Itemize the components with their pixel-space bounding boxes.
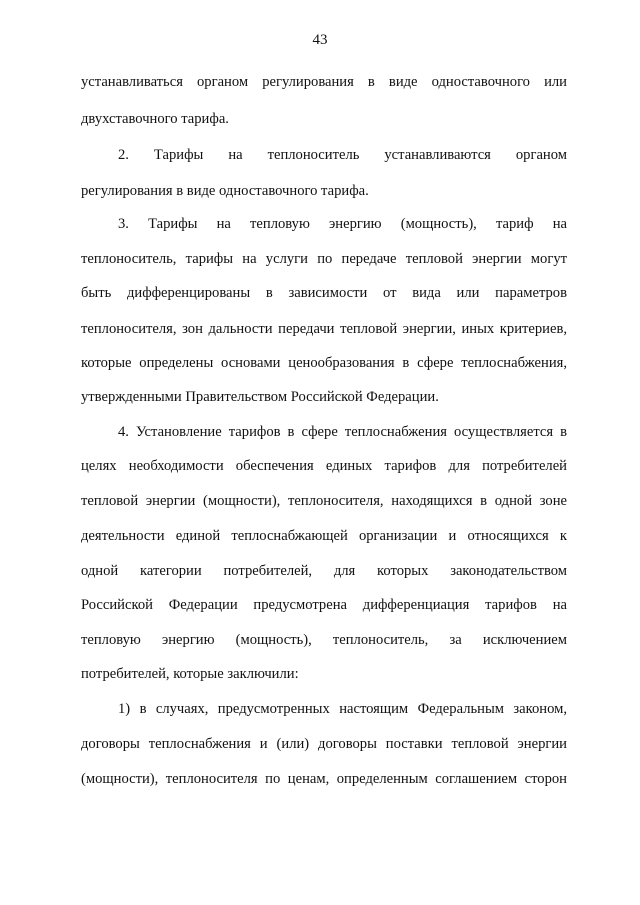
text-line: 2. Тарифы на теплоноситель устанавливаются органом [118,147,567,163]
text-line: деятельности единой теплоснабжающей организации и относящихся к [81,528,567,544]
text-line: двухставочного тарифа. [81,111,229,127]
text-line: одной категории потребителей, для которых законодательством [81,563,567,579]
text-line: 3. Тарифы на тепловую энергию (мощность), тариф на [118,216,567,232]
text-line: теплоносителя, зон дальности передачи тепловой энергии, иных критериев, [81,321,567,337]
page-number: 43 [312,32,328,48]
text-line: устанавливаться органом регулирования в виде одноставочного или [81,74,567,90]
text-line: которые определены основами ценообразования в сфере теплоснабжения, [81,355,567,371]
text-line: (мощности), теплоносителя по ценам, определенным соглашением сторон [81,771,567,787]
text-line: регулирования в виде одноставочного тарифа. [81,183,369,199]
text-line: Российской Федерации предусмотрена дифференциация тарифов на [81,597,567,613]
text-line: 4. Установление тарифов в сфере теплоснабжения осуществляется в [118,424,567,440]
text-line: тепловую энергию (мощность), теплоноситель, за исключением [81,632,567,648]
text-line: тепловой энергии (мощности), теплоносителя, находящихся в одной зоне [81,493,567,509]
text-line: теплоноситель, тарифы на услуги по передаче тепловой энергии могут [81,251,567,267]
text-line: потребителей, которые заключили: [81,666,299,682]
text-line: 1) в случаях, предусмотренных настоящим Федеральным законом, [118,701,567,717]
text-line: быть дифференцированы в зависимости от вида или параметров [81,285,567,301]
text-line: договоры теплоснабжения и (или) договоры поставки тепловой энергии [81,736,567,752]
text-line: утвержденными Правительством Российской Федерации. [81,389,439,405]
text-line: целях необходимости обеспечения единых тарифов для потребителей [81,458,567,474]
